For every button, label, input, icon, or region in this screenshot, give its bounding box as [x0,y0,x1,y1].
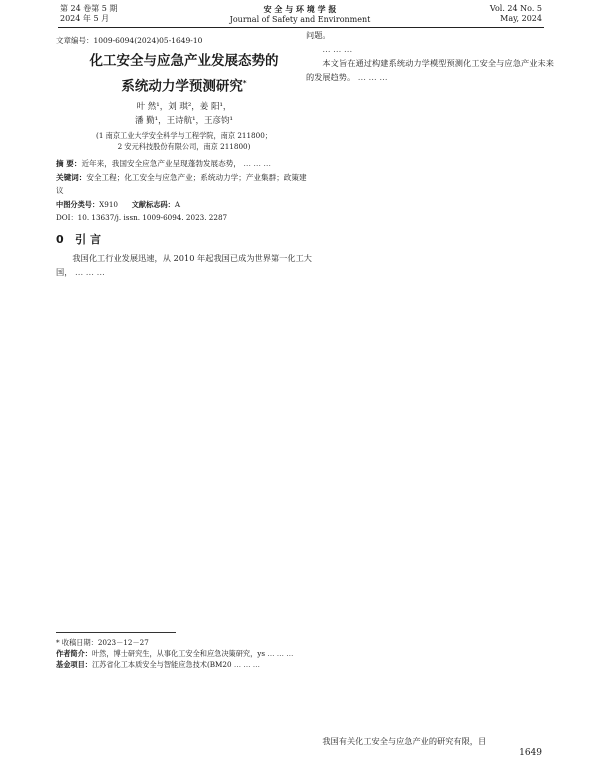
author-bio [56,648,308,659]
clc-label: 中图分类号： [56,200,100,210]
right-p2-lead: 本文旨在通过构建系统动力学模型预测化工安全与应急产业未来的发展趋势。 [306,58,554,82]
footnote-rule [56,632,176,633]
left-column [56,36,312,279]
article-title [56,50,312,98]
keywords-label: 关键词： [56,173,87,183]
header-right [490,4,542,24]
authors-line-1: 叶 然¹，刘 琪²，姜 阳¹， [136,101,232,112]
author-list [56,100,312,128]
fund-text: 江苏省化工本质安全与智能应急技术(BM20 [91,660,232,669]
keywords-text: 安全工程；化工安全与应急产业；系统动力学；产业集群；政策建议 [56,173,307,195]
right-column [306,28,554,746]
journal-cn: 安 全 与 环 境 学 报 [263,4,337,14]
volume-cn: 第 24 卷第 5 期 [60,4,118,13]
abstract [56,158,312,171]
doc-code-label: 文献标志码： [131,200,175,210]
author-bio-label: 作者简介： [56,649,92,658]
author-bio-text: 叶然，博士研究生，从事化工安全和应急决策研究，ys [91,649,266,658]
journal-en: Journal of Safety and Environment [229,15,371,24]
fund-info [56,659,308,670]
author-bio-omitted: … … … [267,649,294,658]
footnote-block [56,632,308,670]
fund-label: 基金项目： [56,660,92,669]
keywords [56,172,312,197]
authors-line-2: 潘 勤¹，王诗航¹，王彦钧¹ [135,115,233,126]
doc-code: A [174,200,181,210]
right-lead: 问题。 [306,30,331,40]
affiliations [56,130,312,152]
date-en: May, 2024 [500,14,542,23]
section-heading-introduction [56,233,312,247]
article-number: 文章编号：1009-6094(2024)05-1649-10 [56,36,203,45]
intro-paragraph [56,251,312,279]
title-line-2: 系统动力学预测研究 [121,78,243,95]
section-title: 引 言 [75,233,101,247]
fund-omitted: … … … [233,660,260,669]
classification-line [56,199,312,210]
right-paragraph-1 [306,28,554,42]
right-paragraph-1b [306,42,554,56]
doi: DOI：10. 13637/j. issn. 1009-6094. 2023. 2287 [56,213,228,223]
received-value: 2023－12－27 [97,638,149,647]
right-paragraph-2 [306,56,554,84]
received-date [56,637,308,648]
affiliation-1: (1 南京工业大学安全科学与工程学院，南京 211800； [96,130,272,140]
running-header [0,0,600,28]
right-p1-omitted: … … … [322,44,353,54]
abstract-intro: 近年来，我国安全应急产业呈现蓬勃发展态势， [81,158,241,168]
clc-code: X910 [99,200,118,210]
page-number: 1649 [519,748,542,758]
received-label: * 收稿日期： [56,638,98,647]
intro-omitted: … … … [75,267,105,278]
section-number: 0 [56,233,64,247]
right-p2-omitted: … … … [357,72,388,82]
title-footnote-mark: * [242,79,247,87]
title-line-1: 化工安全与应急产业发展态势的 [89,53,279,69]
right-p3-lead: 我国有关化工安全与应急产业的研究有限，目 [322,736,487,746]
date-cn: 2024 年 5 月 [60,14,110,23]
right-paragraph-3 [306,734,554,748]
abstract-omitted: … … … [243,158,271,168]
abstract-label: 摘 要： [56,158,82,168]
affiliation-2: 2 安元科技股份有限公司，南京 211800) [117,141,251,151]
intro-lead: 我国化工行业发展迅速，从 2010 年起我国已成为世界第一化工大国， [56,253,312,278]
volume-en: Vol. 24 No. 5 [489,4,542,13]
